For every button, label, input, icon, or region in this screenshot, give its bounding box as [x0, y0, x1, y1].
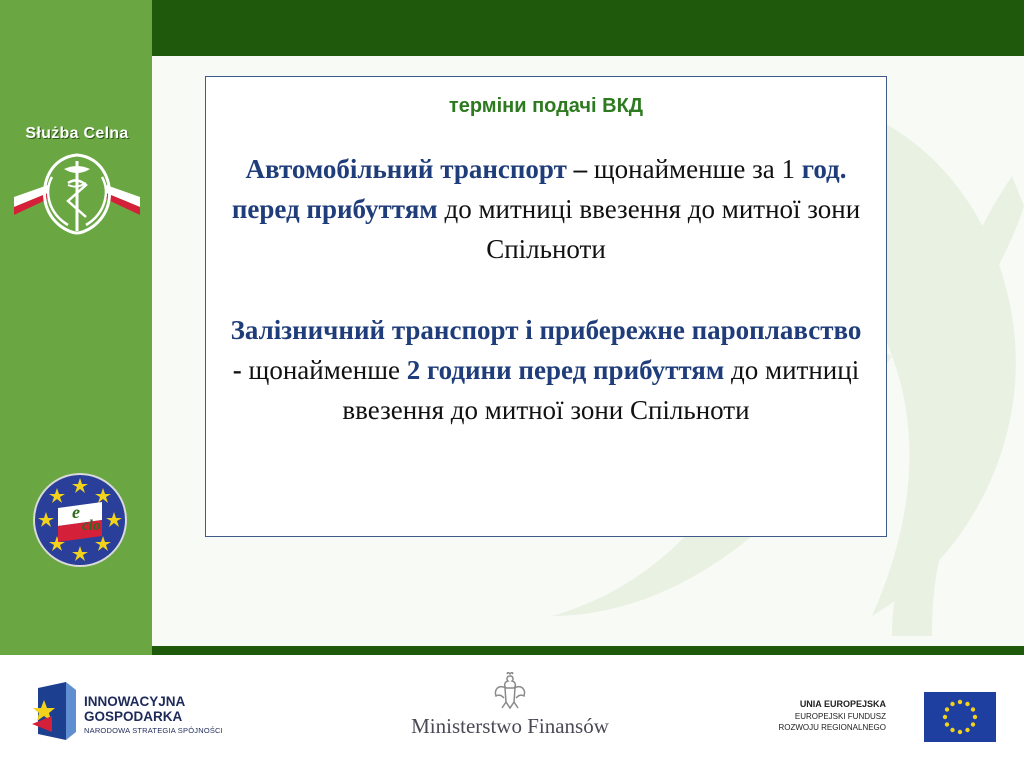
innovative-economy-line1: INNOWACYJNA — [84, 694, 186, 709]
sidebar — [0, 0, 152, 655]
e-clo-logo-icon — [32, 472, 128, 568]
eu-logo — [778, 690, 996, 746]
e-clo-logo — [32, 472, 128, 573]
eu-line1: UNIA EUROPEJSKA — [799, 699, 886, 709]
customs-emblem-icon — [12, 147, 142, 235]
innovative-economy-line2: GOSPODARKA — [84, 709, 183, 724]
sluzba-celna-logo — [12, 125, 142, 235]
rail-transport-text2: до митниці ввезення до митної зони Спільноти — [342, 355, 860, 425]
svg-text:e: e — [72, 502, 80, 522]
innovative-economy-line3: NARODOWA STRATEGIA SPÓJNOŚCI — [84, 726, 223, 735]
eu-line3: ROZWOJU REGIONALNEGO — [778, 723, 886, 732]
paragraph-road-transport — [230, 149, 862, 269]
top-bar — [152, 0, 1024, 56]
ministry-of-finance-logo — [395, 672, 625, 747]
innovative-economy-logo — [30, 680, 230, 742]
eu-line2: EUROPEJSKI FUNDUSZ — [794, 712, 886, 721]
ministry-label: Ministerstwo Finansów — [411, 714, 609, 738]
innovative-economy-icon — [30, 680, 80, 742]
rail-transport-dash: - — [232, 355, 249, 385]
eu-flag-icon — [924, 692, 996, 742]
rail-transport-deadline: 2 години перед прибуттям — [406, 355, 725, 385]
slide-title: терміни подачі ВКД — [448, 95, 644, 117]
rail-transport-label: Залізничний транспорт і прибережне пароплавство — [230, 315, 862, 345]
svg-text:clo: clo — [82, 518, 101, 534]
road-transport-dash: – — [566, 154, 594, 184]
content-box — [205, 76, 887, 537]
road-transport-text2: до митниці ввезення до митної зони Спільноти — [437, 194, 861, 264]
polish-eagle-icon — [492, 672, 528, 712]
rail-transport-text1: щонайменше — [248, 355, 407, 385]
road-transport-text1: щонайменше за 1 — [593, 154, 802, 184]
road-transport-label: Автомобільний транспорт — [245, 154, 567, 184]
road-transport-deadline: год. перед прибуттям — [231, 154, 847, 224]
bottom-bar — [152, 646, 1024, 655]
sluzba-celna-text: Służba Celna — [25, 125, 129, 142]
paragraph-rail-transport — [230, 310, 862, 430]
